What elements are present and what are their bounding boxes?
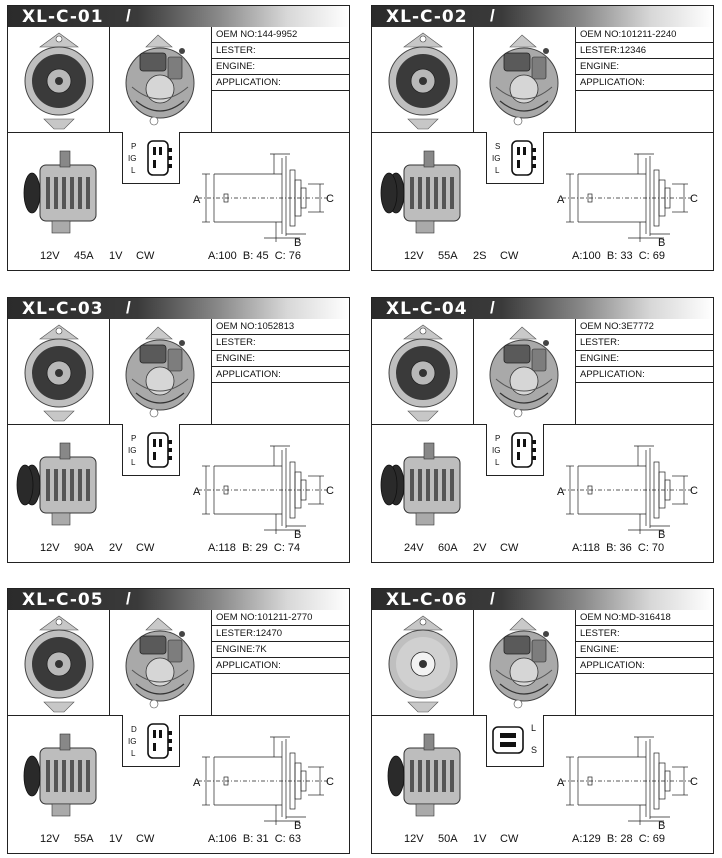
dim-label-a: A	[557, 194, 565, 206]
dim-label-b: B	[294, 529, 302, 540]
dim-c: C: 74	[273, 542, 301, 554]
spec-amperage: 90A	[74, 542, 94, 554]
info-label-application: APPLICATION:	[216, 369, 281, 380]
plug-pin-label: IG	[128, 737, 137, 746]
plug-pin-label: S	[531, 745, 538, 755]
spec-info-table	[576, 27, 714, 132]
info-label-application: APPLICATION:	[580, 660, 645, 671]
three-pin-plug-icon	[145, 721, 175, 761]
spec-pulley: 2V	[473, 542, 487, 554]
dimension-values	[208, 833, 301, 845]
spec-rotation: CW	[500, 833, 519, 845]
info-value-lester: 12470	[255, 628, 283, 639]
plug-diagram	[486, 132, 544, 184]
info-label-engine: ENGINE:	[580, 61, 620, 72]
info-label-lester: LESTER:	[216, 628, 256, 639]
info-row-application	[576, 658, 714, 674]
spec-rotation: CW	[136, 542, 155, 554]
product-card	[371, 588, 714, 854]
dim-c: C: 69	[638, 250, 665, 262]
card-header	[8, 6, 349, 27]
info-row-application	[212, 658, 350, 674]
plug-pin-label: P	[131, 434, 137, 443]
info-row-oem	[576, 319, 714, 335]
info-label-application: APPLICATION:	[580, 77, 645, 88]
side-view-photo	[380, 730, 480, 825]
side-view-photo	[380, 439, 480, 534]
info-label-lester: LESTER:	[580, 45, 620, 56]
dim-label-c: C	[690, 485, 698, 497]
product-code: XL-C-05	[22, 590, 104, 610]
dimension-values	[572, 250, 665, 262]
header-slash-icon: /	[490, 298, 495, 317]
plug-pin-label: P	[131, 142, 137, 151]
three-pin-plug-icon	[145, 430, 175, 470]
front-view-photo	[372, 27, 474, 132]
rear-view-photo	[474, 27, 576, 132]
info-row-lester	[212, 43, 350, 59]
rear-view-photo	[474, 610, 576, 715]
spec-voltage: 12V	[404, 250, 424, 262]
header-slash-icon: /	[126, 589, 131, 608]
dim-a: A:100	[572, 250, 601, 262]
dim-label-b: B	[294, 237, 302, 248]
info-label-application: APPLICATION:	[216, 660, 281, 671]
side-view-photo	[16, 147, 116, 242]
info-label-oem: OEM NO:	[216, 612, 258, 623]
dim-b: B: 36	[606, 542, 632, 554]
dim-c: C: 69	[638, 833, 665, 845]
plug-pin-label: D	[131, 725, 137, 734]
dim-c: C: 63	[274, 833, 301, 845]
card-header	[372, 6, 713, 27]
plug-pin-label: IG	[492, 446, 501, 455]
plug-pin-label: L	[131, 749, 136, 758]
info-value-oem: 101211-2240	[621, 29, 677, 40]
plug-diagram	[122, 424, 180, 476]
plug-diagram	[122, 715, 180, 767]
dim-label-a: A	[193, 194, 201, 206]
plug-pin-label: IG	[128, 446, 137, 455]
header-slash-icon: /	[490, 589, 495, 608]
info-value-oem: 101211-2770	[257, 612, 313, 623]
info-row-oem	[212, 610, 350, 626]
rear-view-photo	[110, 319, 212, 424]
info-label-lester: LESTER:	[216, 45, 256, 56]
spec-pulley: 1V	[473, 833, 487, 845]
dim-b: B: 31	[242, 833, 269, 845]
product-card	[7, 297, 350, 563]
spec-voltage: 24V	[404, 542, 424, 554]
info-row-oem	[212, 27, 350, 43]
info-label-lester: LESTER:	[580, 628, 620, 639]
card-header	[8, 589, 349, 610]
info-label-engine: ENGINE:	[216, 644, 256, 655]
info-row-oem	[212, 319, 350, 335]
dimension-values	[208, 250, 301, 262]
rear-view-photo	[110, 27, 212, 132]
info-value-lester: 12346	[619, 45, 647, 56]
dim-label-c: C	[326, 193, 334, 205]
dim-a: A:118	[572, 542, 600, 554]
plug-pin-label: S	[495, 142, 501, 151]
info-label-lester: LESTER:	[216, 337, 256, 348]
spec-rotation: CW	[136, 833, 155, 845]
spec-rotation: CW	[500, 250, 519, 262]
info-label-oem: OEM NO:	[216, 321, 258, 332]
front-view-photo	[8, 319, 110, 424]
card-header	[8, 298, 349, 319]
rear-view-photo	[110, 610, 212, 715]
dim-b: B: 28	[606, 833, 633, 845]
info-label-engine: ENGINE:	[216, 61, 256, 72]
info-row-oem	[576, 610, 714, 626]
info-row-engine	[576, 351, 714, 367]
card-header	[372, 298, 713, 319]
dimension-drawing	[554, 440, 714, 545]
product-code: XL-C-04	[386, 299, 468, 319]
spec-amperage: 55A	[438, 250, 458, 262]
spec-pulley: 2S	[473, 250, 487, 262]
spec-info-table	[212, 27, 350, 132]
info-label-lester: LESTER:	[580, 337, 620, 348]
spec-amperage: 45A	[74, 250, 94, 262]
three-pin-plug-icon	[145, 138, 175, 178]
dimension-drawing	[190, 148, 350, 253]
product-card	[7, 5, 350, 271]
info-label-oem: OEM NO:	[216, 29, 258, 40]
front-view-photo	[372, 610, 474, 715]
info-label-oem: OEM NO:	[580, 612, 622, 623]
dim-b: B: 45	[242, 250, 269, 262]
spec-voltage: 12V	[404, 833, 424, 845]
info-row-lester	[576, 335, 714, 351]
info-row-engine	[212, 351, 350, 367]
dim-label-a: A	[557, 777, 565, 789]
dimension-drawing	[190, 731, 350, 836]
info-value-engine: 7K	[255, 644, 267, 655]
spec-amperage: 50A	[438, 833, 458, 845]
plug-pin-label: L	[131, 458, 136, 467]
info-label-engine: ENGINE:	[216, 353, 256, 364]
header-slash-icon: /	[126, 6, 131, 25]
dimension-values	[208, 542, 300, 554]
dim-label-b: B	[658, 529, 666, 540]
plug-pin-label: IG	[128, 154, 137, 163]
plug-pin-label: L	[131, 166, 136, 175]
side-view-photo	[16, 439, 116, 534]
info-label-application: APPLICATION:	[580, 369, 645, 380]
info-row-application	[212, 367, 350, 383]
spec-amperage: 60A	[438, 542, 458, 554]
dim-c: C: 70	[637, 542, 665, 554]
info-label-application: APPLICATION:	[216, 77, 281, 88]
info-value-oem: 3E7772	[621, 321, 654, 332]
product-code: XL-C-01	[22, 7, 104, 27]
info-label-engine: ENGINE:	[580, 644, 620, 655]
dim-c: C: 76	[274, 250, 301, 262]
info-row-oem	[576, 27, 714, 43]
front-view-photo	[8, 27, 110, 132]
spec-info-table	[576, 610, 714, 715]
dimension-drawing	[554, 148, 714, 253]
side-view-photo	[16, 730, 116, 825]
info-value-oem: 1052813	[257, 321, 295, 332]
dim-a: A:129	[572, 833, 601, 845]
product-code: XL-C-06	[386, 590, 468, 610]
info-row-application	[576, 367, 714, 383]
info-row-lester	[576, 626, 714, 642]
spec-voltage: 12V	[40, 542, 60, 554]
spec-voltage: 12V	[40, 250, 60, 262]
three-pin-plug-icon	[509, 138, 539, 178]
rear-view-photo	[474, 319, 576, 424]
front-view-photo	[372, 319, 474, 424]
info-row-application	[576, 75, 714, 91]
header-slash-icon: /	[490, 6, 495, 25]
product-card	[7, 588, 350, 854]
spec-amperage: 55A	[74, 833, 94, 845]
info-row-application	[212, 75, 350, 91]
spec-info-table	[576, 319, 714, 424]
info-row-engine	[576, 642, 714, 658]
spec-rotation: CW	[136, 250, 155, 262]
spec-info-table	[212, 610, 350, 715]
info-value-oem: MD-316418	[621, 612, 671, 623]
spec-rotation: CW	[500, 542, 519, 554]
dim-label-c: C	[690, 776, 698, 788]
info-value-oem: 144-9952	[257, 29, 298, 40]
dimension-values	[572, 542, 664, 554]
dim-label-c: C	[690, 193, 698, 205]
dim-a: A:118	[208, 542, 236, 554]
plug-pin-label: P	[495, 434, 501, 443]
dim-label-a: A	[193, 777, 201, 789]
card-header	[372, 589, 713, 610]
dim-b: B: 29	[242, 542, 268, 554]
info-label-oem: OEM NO:	[580, 29, 622, 40]
dim-label-b: B	[658, 820, 666, 831]
plug-pin-label: IG	[492, 154, 501, 163]
plug-pin-label: L	[495, 458, 500, 467]
spec-info-table	[212, 319, 350, 424]
info-row-engine	[212, 642, 350, 658]
front-view-photo	[8, 610, 110, 715]
info-label-engine: ENGINE:	[580, 353, 620, 364]
dim-label-c: C	[326, 776, 334, 788]
spec-pulley: 1V	[109, 833, 123, 845]
plug-diagram	[122, 132, 180, 184]
plug-pin-label: L	[495, 166, 500, 175]
side-view-photo	[380, 147, 480, 242]
dim-a: A:100	[208, 250, 237, 262]
dim-label-b: B	[294, 820, 302, 831]
two-pin-plug-icon	[491, 725, 527, 755]
plug-diagram	[486, 715, 544, 767]
spec-voltage: 12V	[40, 833, 60, 845]
info-row-lester	[212, 626, 350, 642]
dim-b: B: 33	[606, 250, 633, 262]
dim-label-a: A	[557, 486, 565, 498]
dim-label-b: B	[658, 237, 666, 248]
info-label-oem: OEM NO:	[580, 321, 622, 332]
spec-pulley: 2V	[109, 542, 123, 554]
plug-diagram	[486, 424, 544, 476]
header-slash-icon: /	[126, 298, 131, 317]
dim-label-a: A	[193, 486, 201, 498]
three-pin-plug-icon	[509, 430, 539, 470]
product-code: XL-C-02	[386, 7, 468, 27]
info-row-engine	[212, 59, 350, 75]
dim-a: A:106	[208, 833, 237, 845]
spec-pulley: 1V	[109, 250, 123, 262]
info-row-engine	[576, 59, 714, 75]
product-code: XL-C-03	[22, 299, 104, 319]
info-row-lester	[576, 43, 714, 59]
dim-label-c: C	[326, 485, 334, 497]
dimension-drawing	[190, 440, 350, 545]
product-card	[371, 5, 714, 271]
dimension-drawing	[554, 731, 714, 836]
product-card	[371, 297, 714, 563]
plug-pin-label: L	[531, 723, 537, 733]
dimension-values	[572, 833, 665, 845]
info-row-lester	[212, 335, 350, 351]
